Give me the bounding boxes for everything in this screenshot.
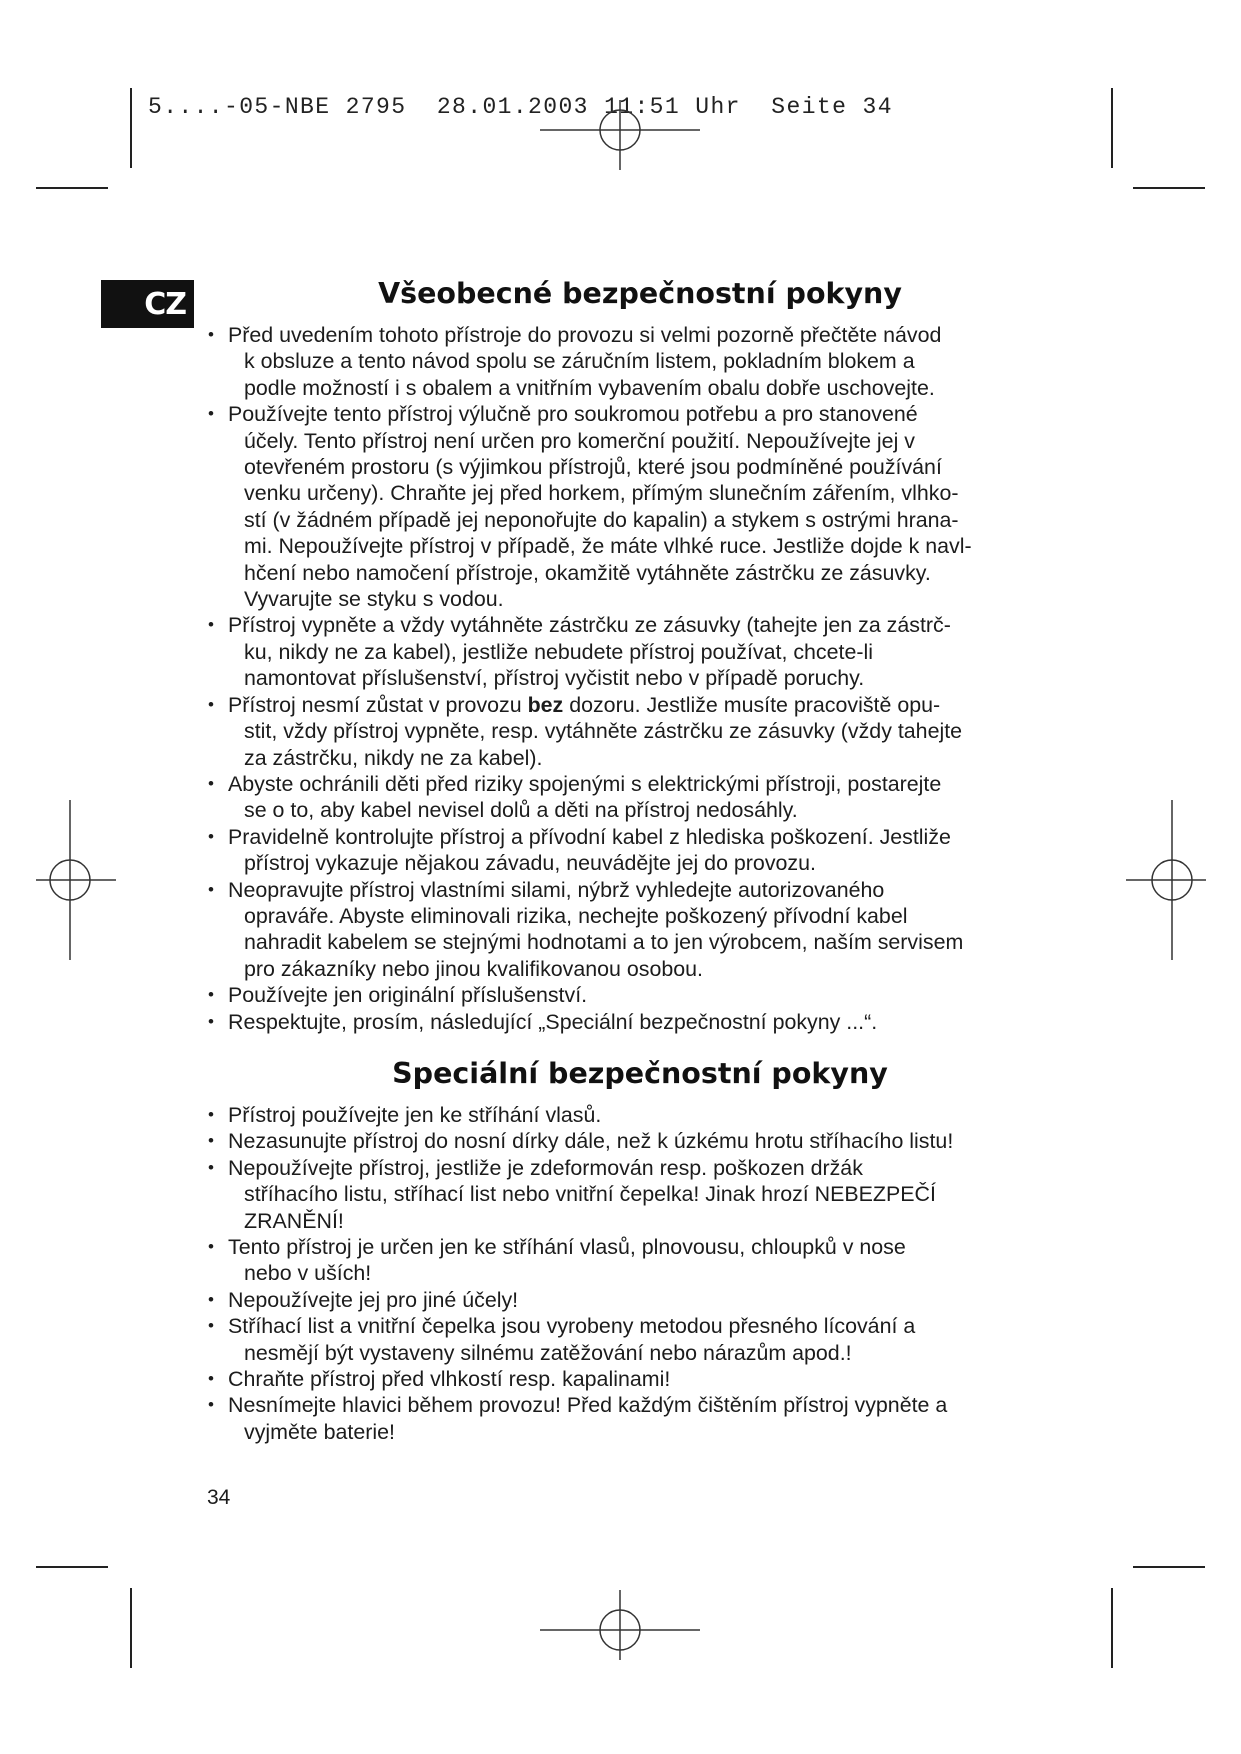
list-item: • Tento přístroj je určen jen ke stříhání vlasů, plnovousu, chloupků v nose nebo v uších! <box>208 1234 1048 1287</box>
list-item: • Používejte tento přístroj výlučně pro soukromou potřebu a pro stanovené účely. Tento přístroj není určen pro komerční použití. Nepoužívejte jej v otevřeném prostoru (s výjimkou přístrojů, které jsou podmíněné používání venku určeny). Chraňte jej před horkem, přímým slunečním zářením, vlhko- stí (v žádném případě jej neponořujte do kapalin) a stykem s ostrými hrana- mi. Nepoužívejte přístroj v případě, že máte vlhké ruce. Jestliže dojde k navl- hčení nebo namočení přístroje, okamžitě vytáhněte zástrčku ze zásuvky. Vyvarujte se styku s vodou. <box>208 401 1048 612</box>
language-tab: CZ <box>101 280 194 328</box>
list-item: • Nepoužívejte jej pro jiné účely! <box>208 1287 1048 1313</box>
section-title-special: Speciální bezpečnostní pokyny <box>392 1057 888 1090</box>
list-item: • Přístroj používejte jen ke stříhání vlasů. <box>208 1102 1048 1128</box>
list-item: • Respektujte, prosím, následující „Speciální bezpečnostní pokyny ...“. <box>208 1009 1048 1035</box>
list-item: • Před uvedením tohoto přístroje do provozu si velmi pozorně přečtěte návod k obsluze a tento návod spolu se záručním listem, pokladním blokem a podle možností i s obalem a vnitřním vybavením obalu dobře uschovejte. <box>208 322 1048 401</box>
list-item: • Neopravujte přístroj vlastními silami, nýbrž vyhledejte autorizovaného opraváře. Abyste eliminovali rizika, nechejte poškozený přívodní kabel nahradit kabelem se stejnými hodnotami a to jen výrobcem, naším servisem pro zákazníky nebo jinou kvalifikovanou osobou. <box>208 877 1048 983</box>
list-item: • Přístroj vypněte a vždy vytáhněte zástrčku ze zásuvky (tahejte jen za zástrč- ku, nikdy ne za kabel), jestliže nebudete přístroj používat, chcete-li namontovat příslušenství, přístroj vyčistit nebo v případě poruchy. <box>208 612 1048 691</box>
emphasis-bez: bez <box>527 692 564 717</box>
registration-mark-bottom <box>540 1580 700 1660</box>
list-item: • Stříhací list a vnitřní čepelka jsou vyrobeny metodou přesného lícování a nesmějí být vystaveny silnému zatěžování nebo nárazům apod.! <box>208 1313 1048 1366</box>
list-item: • Pravidelně kontrolujte přístroj a přívodní kabel z hlediska poškození. Jestliže přístroj vykazuje nějakou závadu, neuvádějte jej do provozu. <box>208 824 1048 877</box>
list-item: • Nesnímejte hlavici během provozu! Před každým čištěním přístroj vypněte a vyjměte baterie! <box>208 1392 1048 1445</box>
general-safety-list <box>208 322 1048 1035</box>
list-item: • Přístroj nesmí zůstat v provozu bez dozoru. Jestliže musíte pracoviště opu- stit, vždy přístroj vypněte, resp. vytáhněte zástrčku ze zásuvky (vždy tahejte za zástrčku, nikdy ne za kabel). <box>208 692 1048 771</box>
list-item: • Chraňte přístroj před vlhkostí resp. kapalinami! <box>208 1366 1048 1392</box>
print-header: 5....-05-NBE 2795 28.01.2003 11:51 Uhr Seite 34 <box>148 94 893 120</box>
registration-mark-right <box>1126 800 1206 960</box>
list-item: • Používejte jen originální příslušenství. <box>208 982 1048 1008</box>
list-item: • Abyste ochránili děti před riziky spojenými s elektrickými přístroji, postarejte se o to, aby kabel nevisel dolů a děti na přístroj nedosáhly. <box>208 771 1048 824</box>
special-safety-list <box>208 1102 1048 1445</box>
list-item: • Nepoužívejte přístroj, jestliže je zdeformován resp. poškozen držák stříhacího listu, stříhací list nebo vnitřní čepelka! Jinak hrozí NEBEZPEČÍ ZRANĚNÍ! <box>208 1155 1048 1234</box>
page-number: 34 <box>207 1486 231 1509</box>
list-item: • Nezasunujte přístroj do nosní dírky dále, než k úzkému hrotu stříhacího listu! <box>208 1128 1048 1154</box>
registration-mark-top <box>540 100 700 180</box>
section-title-general: Všeobecné bezpečnostní pokyny <box>378 277 902 310</box>
registration-mark-left <box>36 800 116 960</box>
